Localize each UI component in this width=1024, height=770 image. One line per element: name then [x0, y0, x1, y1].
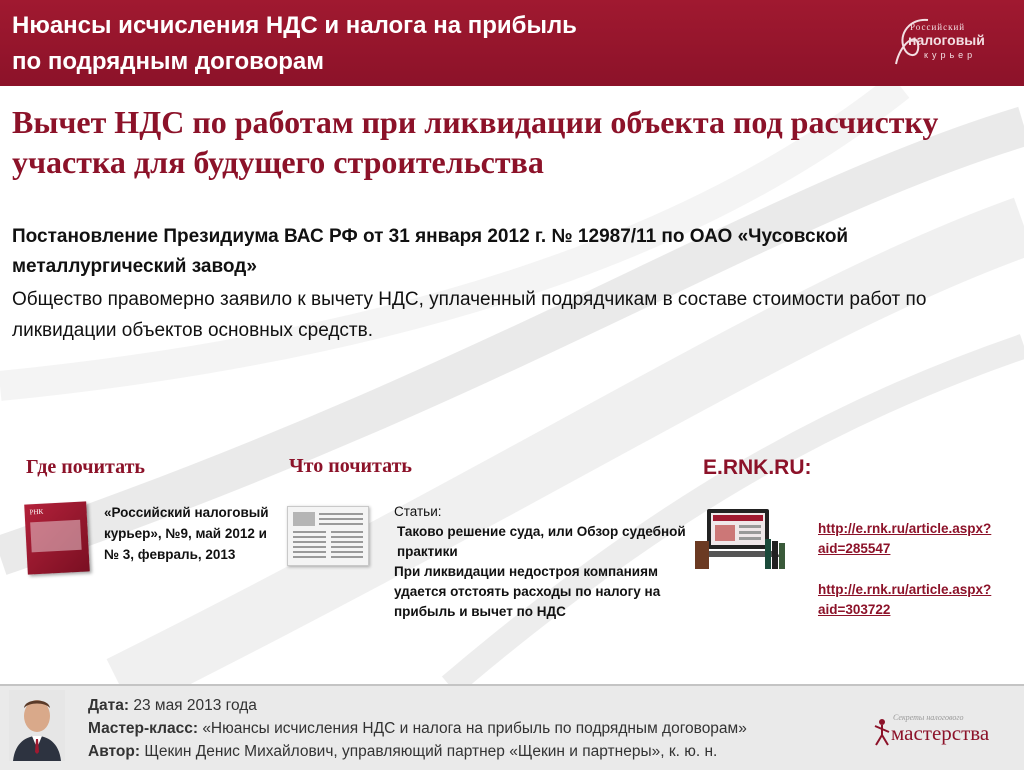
- ernk-link-2[interactable]: http://e.rnk.ru/article.aspx?aid=303722: [818, 582, 992, 617]
- where-to-read-text: «Российский налоговый курьер», №9, май 2012 и № 3, февраль, 2013: [104, 505, 269, 562]
- journal-cover-icon: РНК: [24, 501, 90, 574]
- ernk-heading: E.RNK.RU:: [703, 456, 812, 479]
- footer-class-line: Мастер-класс: «Нюансы исчисления НДС и налога на прибыль по подрядным договорам»: [88, 720, 747, 737]
- what-to-read-heading: Что почитать: [289, 455, 412, 477]
- what-to-read-text: [394, 502, 704, 622]
- article-2[interactable]: При ликвидации недостроя компаниям удается отстоять расходы по налогу на прибыль и вычет по НДС: [394, 564, 661, 619]
- footer-date-line: Дата: 23 мая 2013 года: [88, 697, 257, 714]
- slide-title: Вычет НДС по работам при ликвидации объекта под расчистку участка для будущего строительства: [12, 104, 939, 180]
- rnk-logo: Российский налоговый курьер: [890, 14, 1000, 74]
- court-ruling: Постановление Президиума ВАС РФ от 31 января 2012 г. № 12987/11 по ОАО «Чусовской металлургический завод»: [12, 226, 849, 277]
- ruling-summary: Общество правомерно заявило к вычету НДС, уплаченный подрядчикам в составе стоимости работ по ликвидации объектов основных средств.: [12, 289, 927, 341]
- author-avatar: [9, 690, 65, 761]
- footer-author-line: Автор: Щекин Денис Михайлович, управляющий партнер «Щекин и партнеры», к. ю. н.: [88, 743, 718, 760]
- header-bar: [0, 0, 1024, 86]
- newspaper-icon: [287, 506, 369, 566]
- where-to-read-heading: Где почитать: [26, 456, 145, 478]
- laptop-books-icon: [693, 505, 793, 571]
- presentation-title: Нюансы исчисления НДС и налога на прибыль по подрядным договорам: [12, 12, 577, 75]
- ernk-link-1[interactable]: http://e.rnk.ru/article.aspx?aid=285547: [818, 521, 992, 556]
- figure-icon: [873, 717, 891, 747]
- articles-label: Статьи:: [394, 504, 442, 519]
- masterstva-logo: Секреты налогового мастерства: [873, 713, 1018, 749]
- article-1[interactable]: Таково решение суда, или Обзор судебной практики: [397, 524, 686, 559]
- footer-info: [88, 694, 868, 763]
